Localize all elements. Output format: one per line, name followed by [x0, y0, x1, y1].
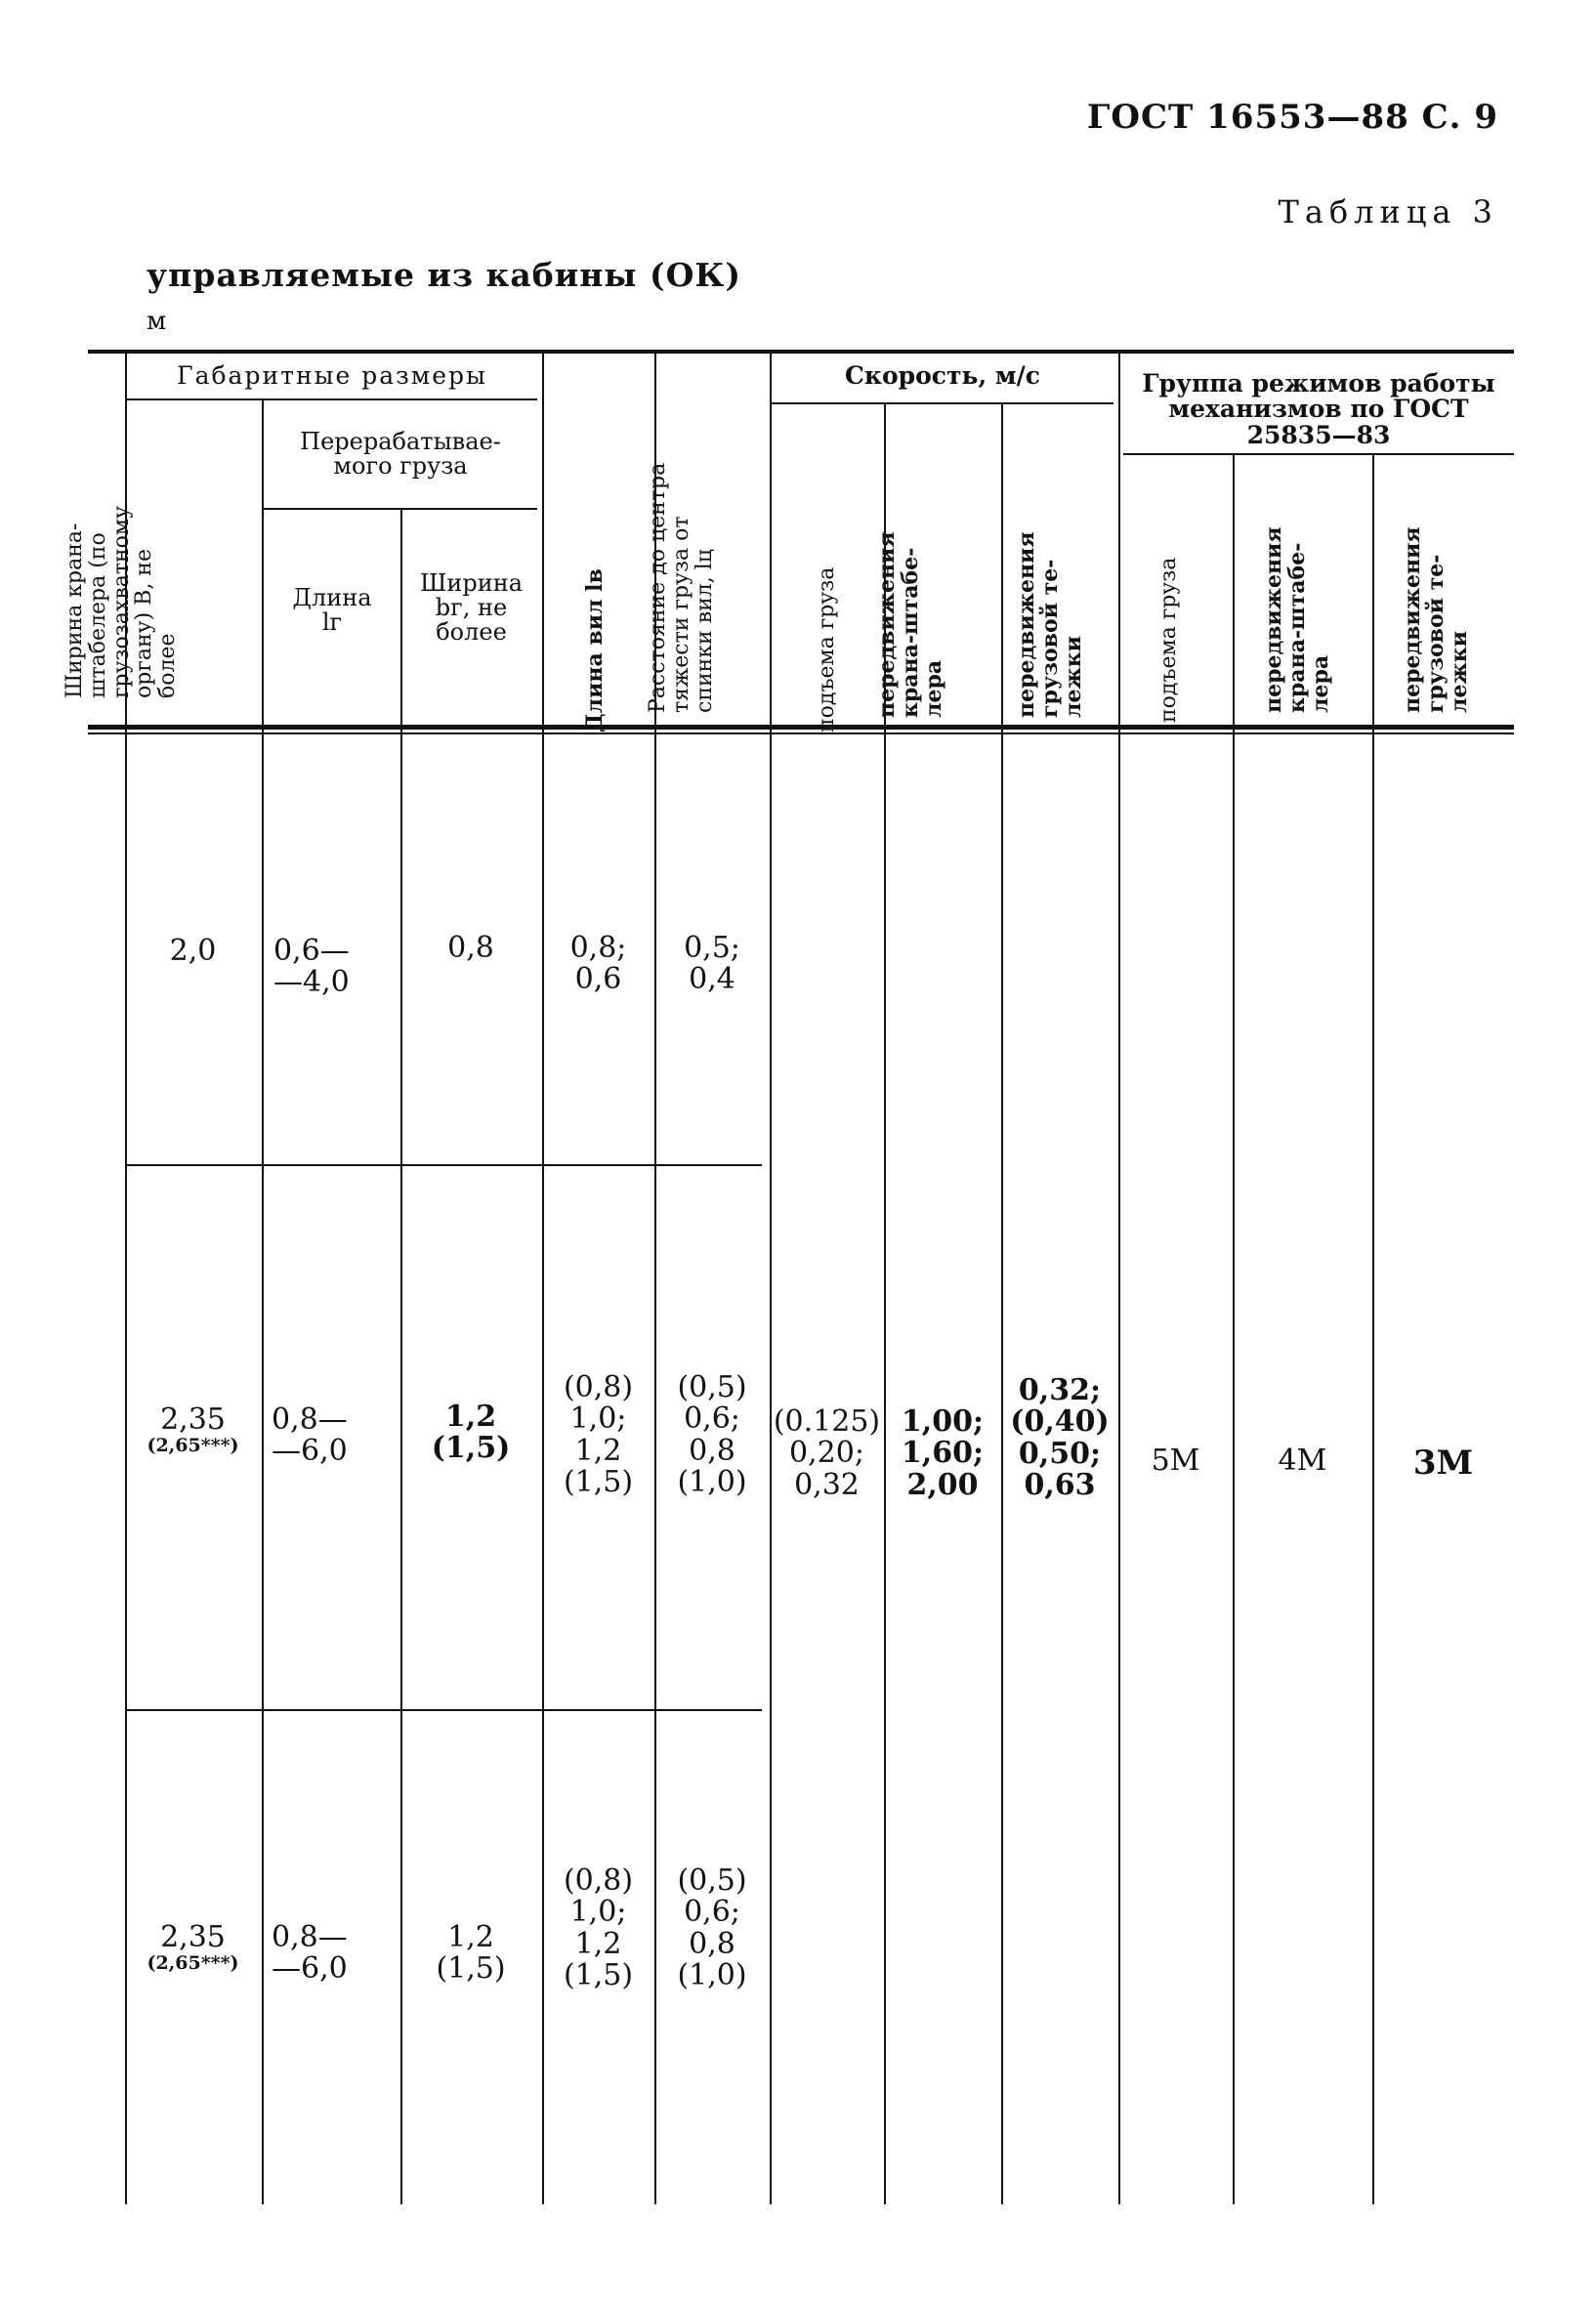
- cell-width-note: (2,65***): [147, 1952, 239, 1975]
- cell-width-note: (2,65***): [147, 1435, 239, 1457]
- cell-fork: 0,8; 0,6: [569, 931, 627, 997]
- cell-width: 2,0: [169, 934, 217, 968]
- cell-length: 0,6— —4,0: [273, 934, 350, 1000]
- group-mode-header: Группа режимов работы механизмов по ГОСТ 25835—83: [1142, 369, 1495, 449]
- cell-length: 0,8— —6,0: [272, 1920, 348, 1987]
- group-cargo-header: Перерабатывае- мого груза: [300, 428, 501, 481]
- cell-mode-trolley: 3М: [1412, 1444, 1474, 1483]
- col-mode-crane-header: передвижения крана-штабе- лера: [1261, 526, 1333, 713]
- cell-distance: (0,5) 0,6; 0,8 (1,0): [677, 1863, 747, 1993]
- cell-width: [127, 1404, 259, 1456]
- cell-width-value: 2,35: [160, 1402, 226, 1437]
- col-crane-move-header: передвижения крана-штабе- лера: [874, 531, 946, 718]
- col-cargo-width-header: Ширина bг, не более: [419, 569, 524, 647]
- cell-width-value: 2,35: [160, 1920, 226, 1954]
- cell-crane-speed: 1,00; 1,60; 2,00: [901, 1404, 985, 1502]
- cell-trolley-speed: 0,32; (0,40) 0,50; 0,63: [1010, 1373, 1110, 1503]
- col-length-header: Длина lг: [292, 584, 372, 637]
- page-code: ГОСТ 16553—88 С. 9: [1086, 98, 1498, 137]
- col-lift-header: подъема груза: [815, 566, 839, 732]
- cell-mode-crane: 4М: [1278, 1444, 1327, 1478]
- cell-cargo-width: 1,2 (1,5): [436, 1920, 506, 1987]
- col-fork-header: Длина вил lв: [582, 568, 608, 732]
- col-width-header: Ширина крана- штабелера (по грузозахватному органу) B, не более: [63, 506, 180, 698]
- cell-distance: 0,5; 0,4: [684, 931, 740, 997]
- cell-width: [127, 1922, 259, 1974]
- col-distance-header: Расстояние до центра тяжести груза от спинки вил, lц: [646, 462, 717, 713]
- cell-fork: (0,8) 1,0; 1,2 (1,5): [563, 1863, 634, 1993]
- col-trolley-move-header: передвижения грузовой те- лежки: [1014, 531, 1086, 718]
- col-mode-trolley-header: передвижения грузовой те- лежки: [1400, 526, 1472, 713]
- cell-fork: (0,8) 1,0; 1,2 (1,5): [563, 1370, 634, 1500]
- cell-cargo-width: 0,8: [447, 931, 494, 965]
- group-dimensions-header: Габаритные размеры: [177, 361, 487, 390]
- col-mode-lift-header: подъема груза: [1156, 557, 1181, 723]
- group-speed-header: Скорость, м/с: [845, 361, 1040, 390]
- cell-distance: (0,5) 0,6; 0,8 (1,0): [677, 1370, 747, 1500]
- table-label: Таблица 3: [1278, 193, 1498, 230]
- table-subtitle: управляемые из кабины (ОК): [147, 256, 741, 294]
- cell-cargo-width: 1,2 (1,5): [431, 1400, 511, 1466]
- cell-lift-speed: (0.125) 0,20; 0,32: [773, 1404, 881, 1502]
- cell-length: 0,8— —6,0: [272, 1402, 348, 1469]
- cell-mode-lift: 5М: [1151, 1444, 1200, 1478]
- units-label: м: [147, 307, 167, 336]
